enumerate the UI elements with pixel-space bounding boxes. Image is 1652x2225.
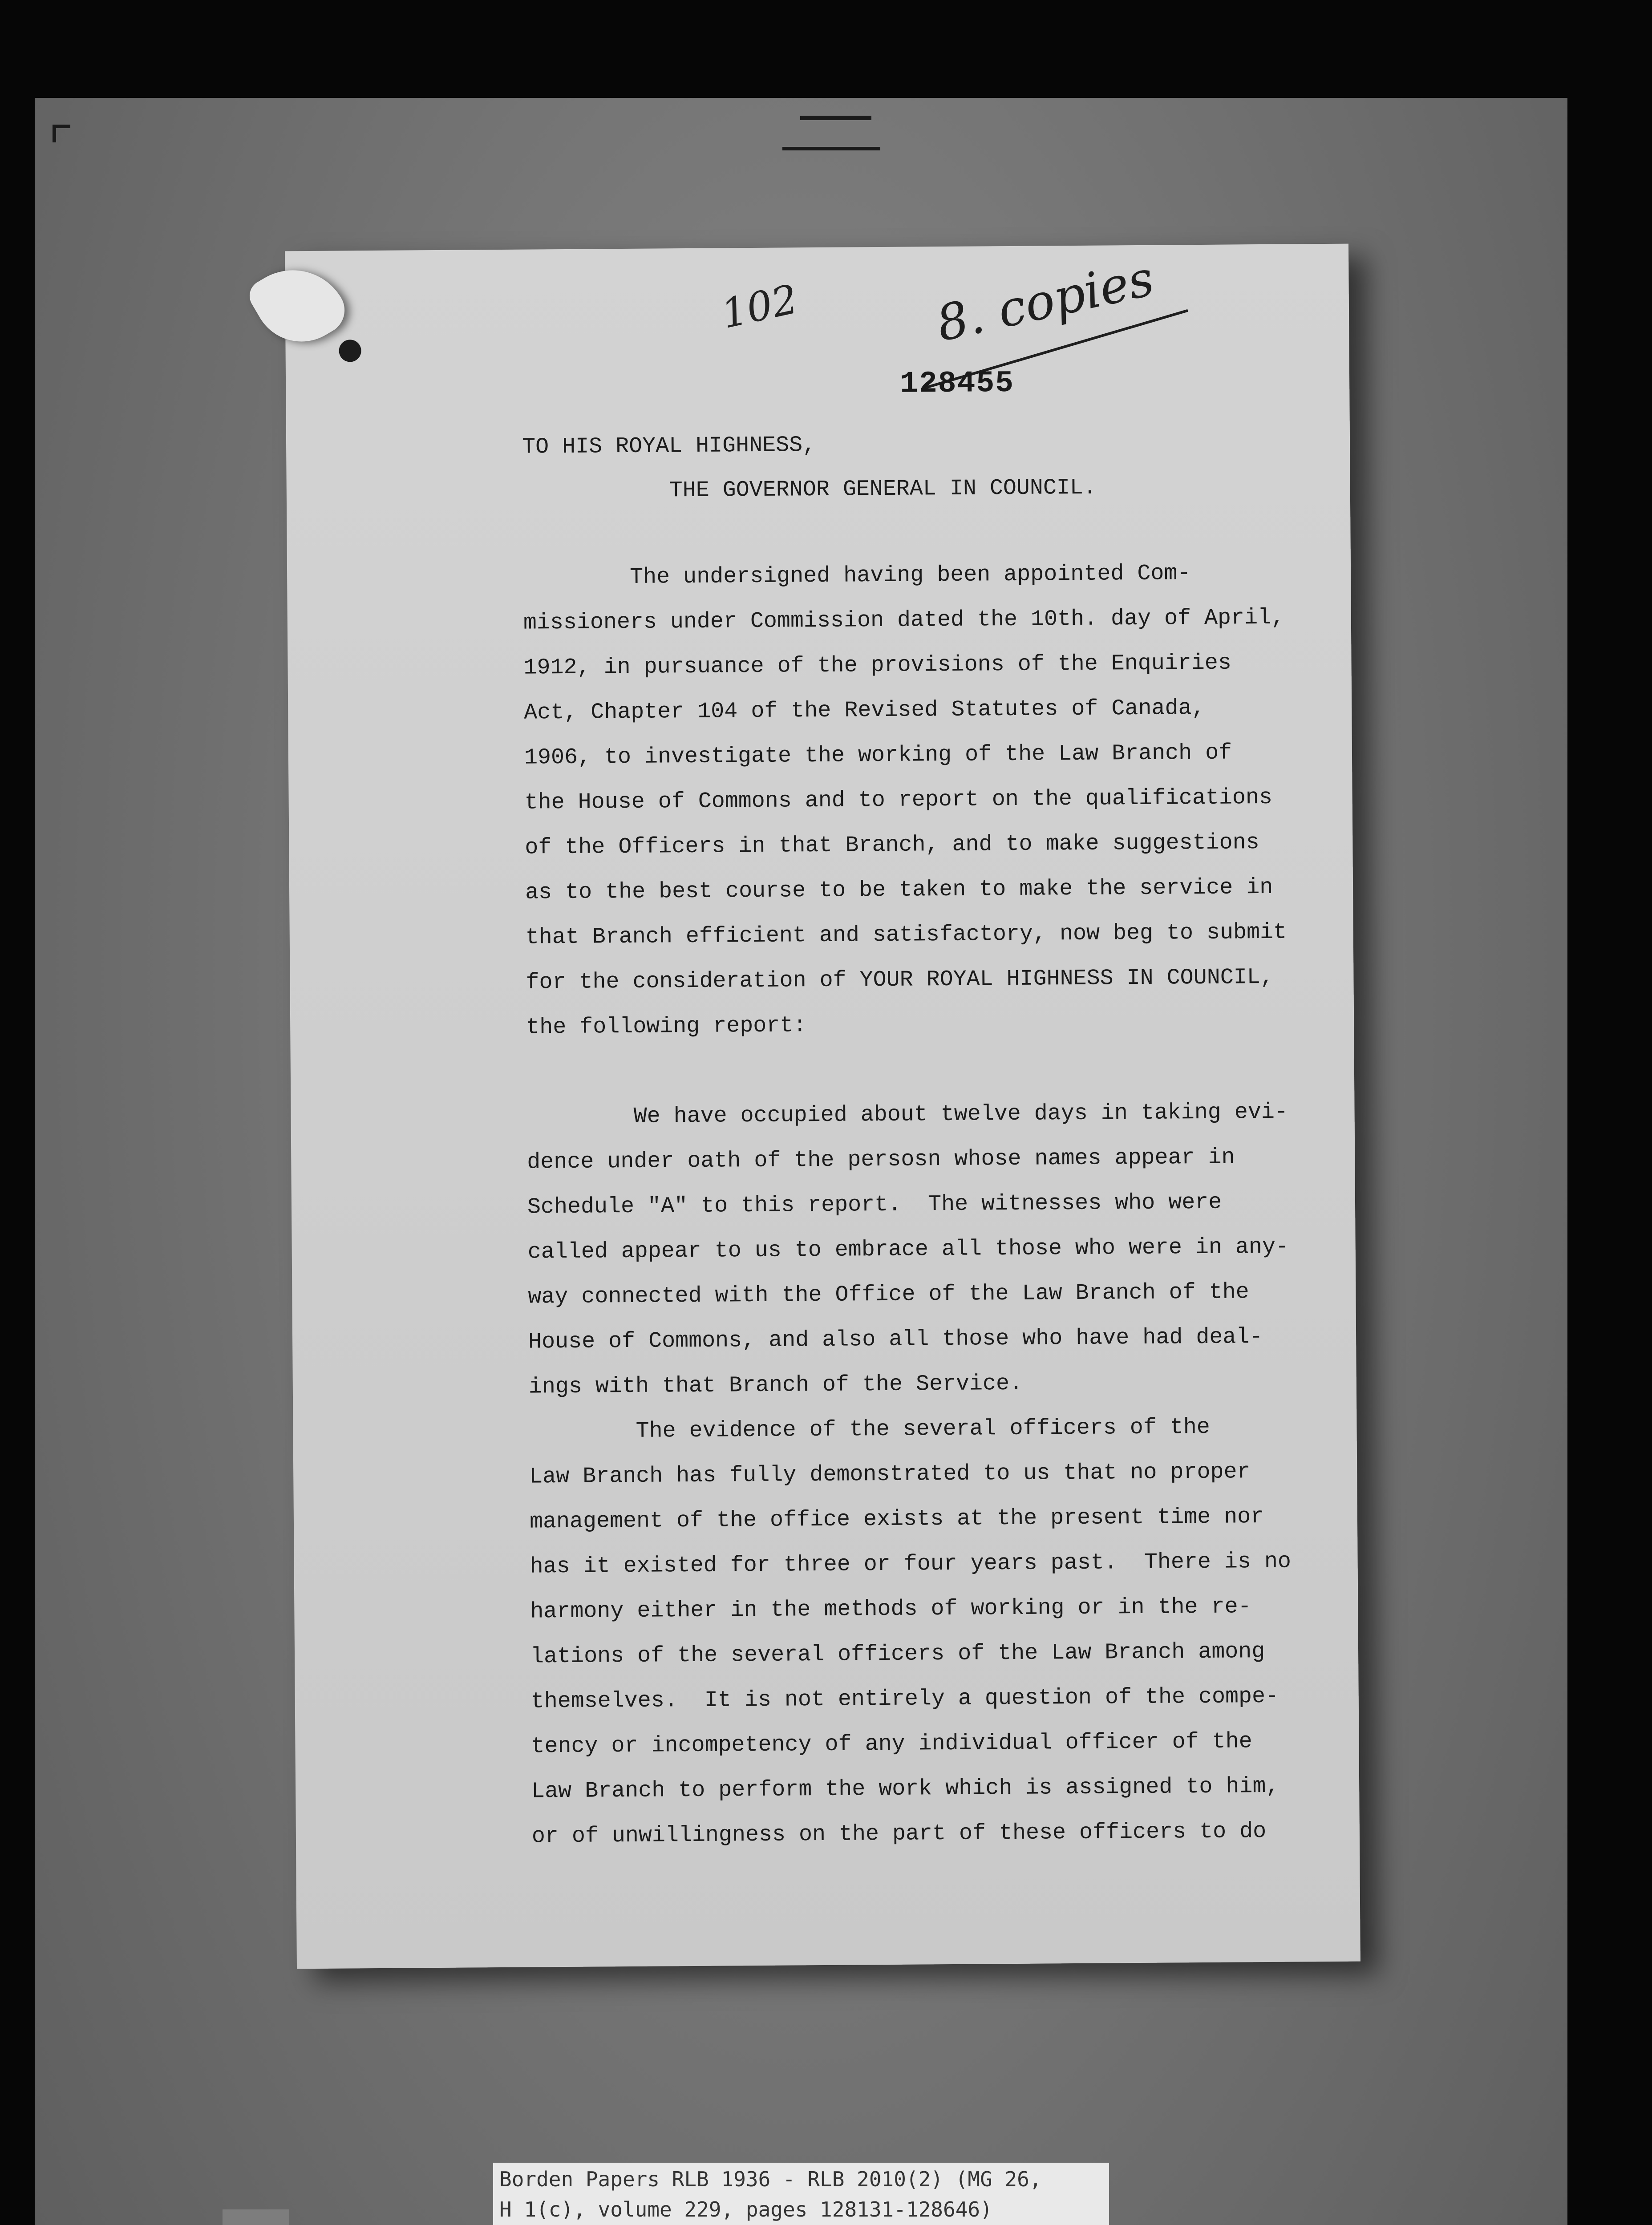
archive-panel-frame <box>223 2209 289 2225</box>
body-line: harmony either in the methods of working or in the re- <box>530 1594 1251 1625</box>
reference-line-2: H 1(c), volume 229, pages 128131-128646) <box>499 2197 992 2221</box>
pin-hole <box>339 340 361 362</box>
body-line: as to the best course to be taken to make the service in <box>525 874 1273 906</box>
body-line: way connected with the Office of the Law Branch of the <box>528 1279 1249 1310</box>
body-line: management of the office exists at the present time nor <box>529 1504 1264 1535</box>
body-line: missioners under Commission dated the 10th. day of April, <box>523 605 1285 636</box>
body-line: themselves. It is not entirely a question of the compe- <box>530 1683 1279 1715</box>
addressee-line-2: THE GOVERNOR GENERAL IN COUNCIL. <box>669 475 1097 504</box>
body-line: The undersigned having been appointed Com- <box>522 561 1191 591</box>
body-line: for the consideration of YOUR ROYAL HIGHNESS IN COUNCIL, <box>526 964 1274 995</box>
center-mark <box>800 116 871 120</box>
body-line: the House of Commons and to report on the qualifications <box>524 785 1273 816</box>
body-line: called appear to us to embrace all those who were in any- <box>527 1234 1289 1265</box>
addressee-line-1: TO HIS ROYAL HIGHNESS, <box>522 433 816 460</box>
body-line: House of Commons, and also all those who have had deal- <box>528 1324 1263 1355</box>
body-line: has it existed for three or four years past. There is no <box>530 1549 1292 1580</box>
body-line: 1906, to investigate the working of the Law Branch of <box>524 740 1232 771</box>
body-line: tency or incompetency of any individual officer of the <box>531 1729 1252 1760</box>
body-line: of the Officers in that Branch, and to make suggestions <box>525 830 1259 861</box>
body-line: that Branch efficient and satisfactory, now beg to submit <box>525 919 1287 951</box>
document-body <box>523 560 1342 1869</box>
body-line: The evidence of the several officers of the <box>529 1414 1210 1445</box>
handwritten-note-copies: 8. copies <box>931 249 1159 353</box>
body-line: ings with that Branch of the Service. <box>528 1371 1023 1400</box>
typed-document-page <box>285 244 1360 1969</box>
reference-line-1: Borden Papers RLB 1936 - RLB 2010(2) (MG 26, <box>499 2167 1042 2191</box>
body-line: We have occupied about twelve days in taking evi- <box>526 1099 1288 1130</box>
body-line <box>526 1054 1337 1105</box>
handwritten-note-102: 102 <box>717 275 802 338</box>
body-line: lations of the several officers of the Law Branch among <box>530 1639 1265 1670</box>
document-number: 128455 <box>899 366 1015 401</box>
body-line: Law Branch has fully demonstrated to us that no proper <box>529 1459 1251 1490</box>
body-line: or of unwillingness on the part of these officers to do <box>531 1819 1267 1849</box>
body-line: the following report: <box>526 1013 807 1040</box>
corner-mark <box>53 125 56 142</box>
center-mark <box>782 147 880 150</box>
body-line: Law Branch to perform the work which is assigned to him, <box>531 1773 1279 1804</box>
body-line: 1912, in pursuance of the provisions of the Enquiries <box>523 650 1232 681</box>
body-line: Act, Chapter 104 of the Revised Statutes of Canada, <box>524 695 1205 726</box>
body-line: Schedule "A" to this report. The witnesses who were <box>527 1189 1222 1220</box>
archive-reference-label <box>493 2163 1109 2225</box>
body-line: dence under oath of the persosn whose names appear in <box>527 1145 1235 1175</box>
